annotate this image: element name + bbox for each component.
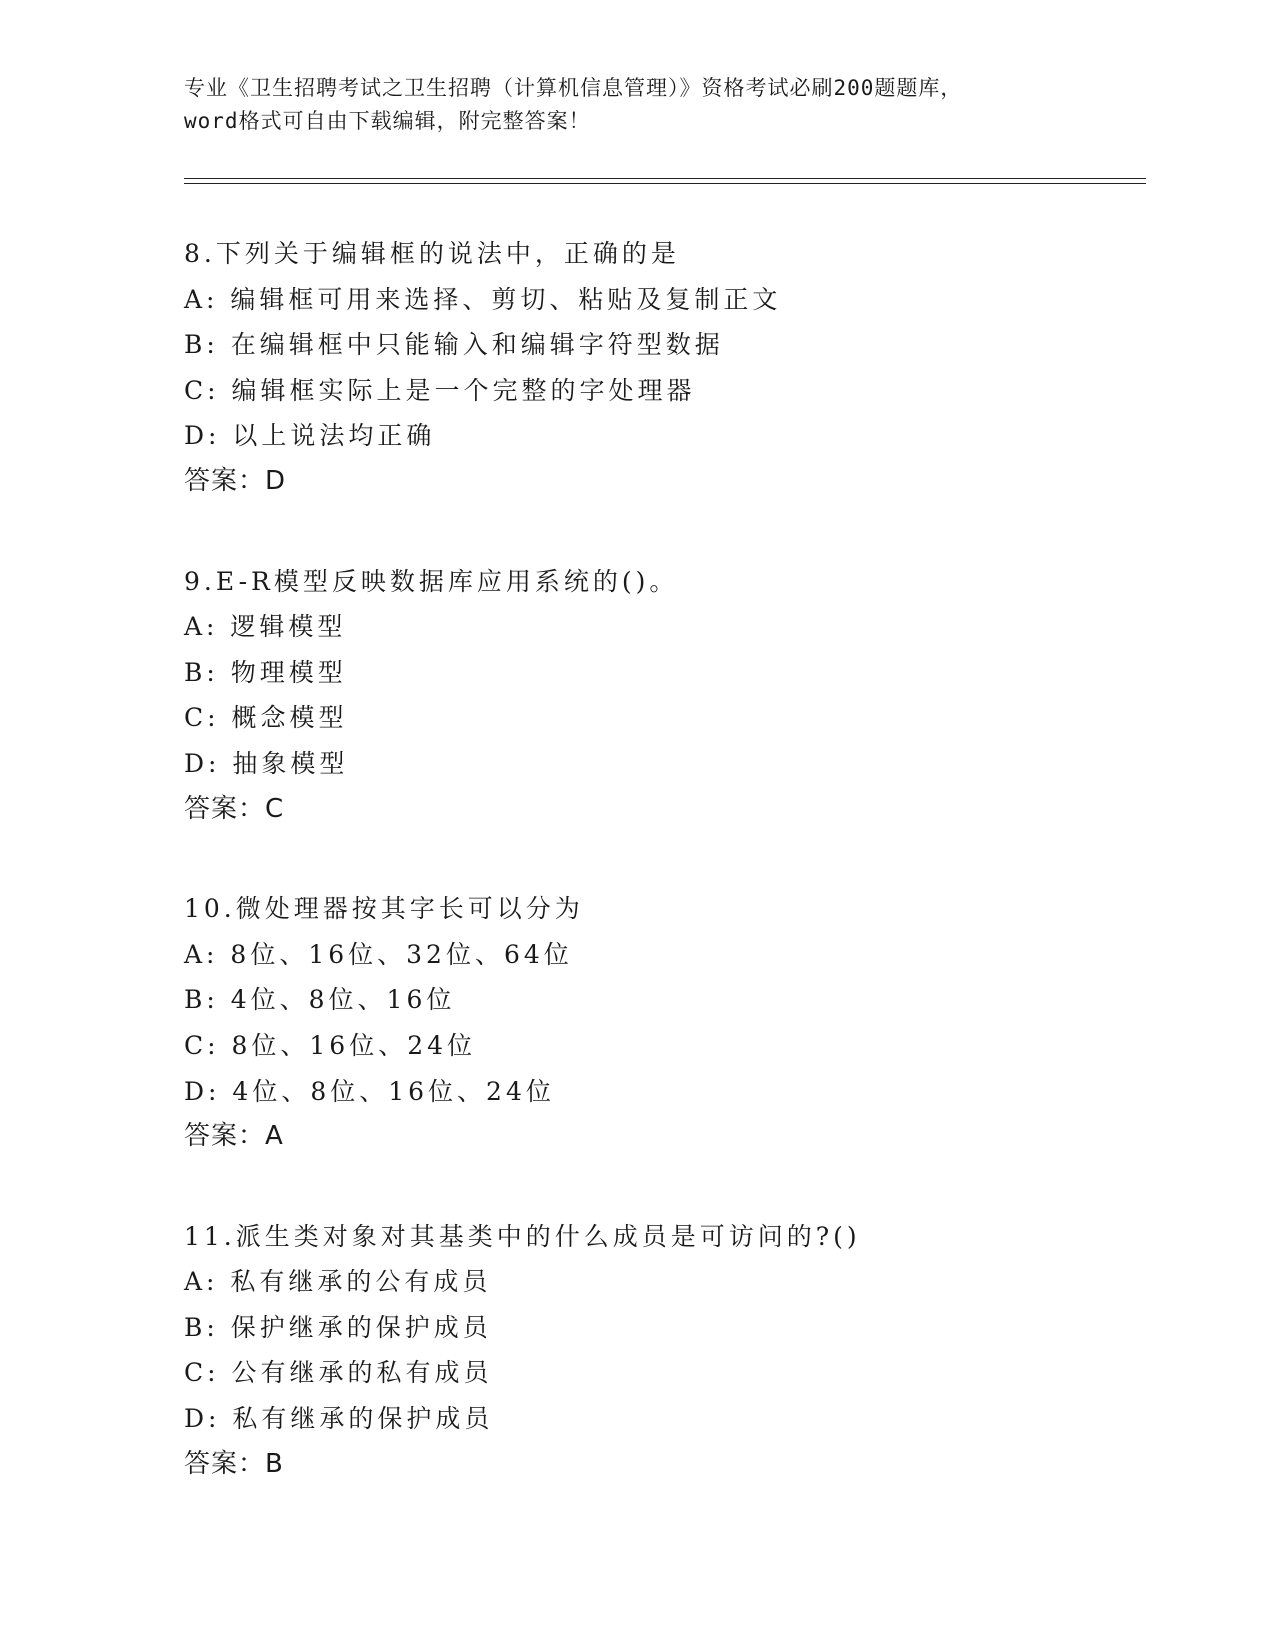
answer-line: 答案：A [184,1121,284,1152]
question-list [184,231,1134,1541]
question-11 [184,1214,1134,1488]
option-a: A: 编辑框可用来选择、剪切、粘贴及复制正文 [184,284,782,314]
question-9 [184,559,1134,833]
option-c: C: 8位、16位、24位 [184,1030,477,1060]
option-b: B: 4位、8位、16位 [184,985,456,1015]
header-title-line-1: 专业《卫生招聘考试之卫生招聘（计算机信息管理）》资格考试必刷200题题库， [184,76,963,100]
answer-line: 答案：B [184,1448,284,1479]
option-d: D: 以上说法均正确 [184,421,436,451]
question-10 [184,886,1134,1160]
question-stem: 10.微处理器按其字长可以分为 [184,894,584,924]
header-title-line-2: word格式可自由下载编辑，附完整答案！ [184,109,591,133]
option-d: D: 私有继承的保护成员 [184,1404,494,1434]
option-a: A: 8位、16位、32位、64位 [184,939,573,969]
option-b: B: 物理模型 [184,657,347,687]
option-a: A: 私有继承的公有成员 [184,1267,492,1297]
option-b: B: 保护继承的保护成员 [184,1312,492,1342]
answer-line: 答案：D [184,465,287,496]
answer-line: 答案：C [184,793,285,824]
option-b: B: 在编辑框中只能输入和编辑字符型数据 [184,330,724,360]
question-stem: 8.下列关于编辑框的说法中，正确的是 [184,239,680,268]
option-c: C: 公有继承的私有成员 [184,1358,493,1388]
question-stem: 11.派生类对象对其基类中的什么成员是可访问的?() [184,1221,861,1251]
option-d: D: 4位、8位、16位、24位 [184,1076,555,1106]
header-divider-bottom [184,183,1146,184]
option-d: D: 抽象模型 [184,748,349,778]
document-header [184,72,1084,138]
question-8 [184,231,1134,505]
option-c: C: 编辑框实际上是一个完整的字处理器 [184,375,696,405]
question-stem: 9.E-R模型反映数据库应用系统的()。 [184,566,679,596]
option-a: A: 逻辑模型 [184,612,347,642]
option-c: C: 概念模型 [184,703,348,733]
header-divider-top [184,178,1146,179]
